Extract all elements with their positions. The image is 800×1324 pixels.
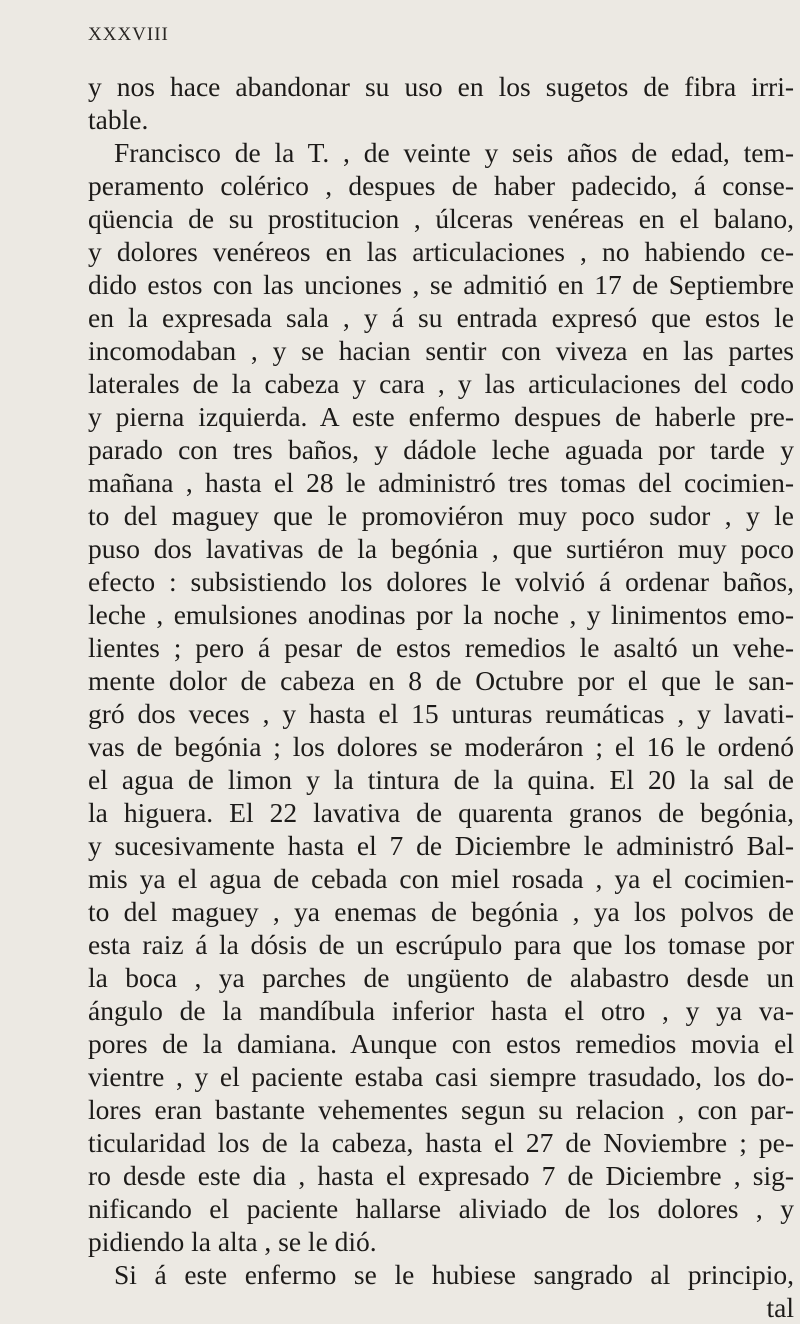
- text-line: pidiendo la alta , se le dió.: [88, 1226, 377, 1257]
- text-line: ángulo de la mandíbula inferior hasta el otro , y ya va-: [88, 995, 794, 1026]
- text-line: mente dolor de cabeza en 8 de Octubre por el que le san-: [88, 665, 794, 696]
- text-line: y nos hace abandonar su uso en los sugetos de fibra irri-: [88, 71, 794, 102]
- text-line: ticularidad los de la cabeza, hasta el 27 de Noviembre ; pe-: [88, 1127, 794, 1158]
- text-line: lores eran bastante vehementes segun su relacion , con par-: [88, 1094, 794, 1125]
- text-line: parado con tres baños, y dádole leche aguada por tarde y: [88, 434, 794, 465]
- text-line: y sucesivamente hasta el 7 de Diciembre le administró Bal-: [88, 830, 794, 861]
- text-line: to del maguey que le promoviéron muy poco sudor , y le: [88, 500, 794, 531]
- text-line: el agua de limon y la tintura de la quina. El 20 la sal de: [88, 764, 794, 795]
- text-line: mis ya el agua de cebada con miel rosada , ya el cocimien-: [88, 863, 794, 894]
- text-line: mañana , hasta el 28 le administró tres tomas del cocimien-: [88, 467, 794, 498]
- paragraph-first-line: Si á este enfermo se le hubiese sangrado al principio,: [114, 1259, 794, 1290]
- text-line: leche , emulsiones anodinas por la noche , y linimentos emo-: [88, 599, 794, 630]
- page-number-header: XXXVIII: [88, 24, 169, 45]
- text-line: vas de begónia ; los dolores se moderáron ; el 16 le ordenó: [88, 731, 794, 762]
- text-line: la higuera. El 22 lavativa de quarenta granos de begónia,: [88, 797, 794, 828]
- text-line: gró dos veces , y hasta el 15 unturas reumáticas , y lavati-: [88, 698, 794, 729]
- text-line: table.: [88, 104, 149, 135]
- text-line: incomodaban , y se hacian sentir con viveza en las partes: [88, 335, 794, 366]
- body-text: [88, 70, 794, 1324]
- text-line: y pierna izquierda. A este enfermo despues de haberle pre-: [88, 401, 794, 432]
- text-line: y dolores venéreos en las articulaciones , no habiendo ce-: [88, 236, 794, 267]
- paragraph-first-line: Francisco de la T. , de veinte y seis años de edad, tem-: [114, 137, 794, 168]
- text-line: puso dos lavativas de la begónia , que surtiéron muy poco: [88, 533, 794, 564]
- text-line: efecto : subsistiendo los dolores le volvió á ordenar baños,: [88, 566, 794, 597]
- text-line: dido estos con las unciones , se admitió en 17 de Septiembre: [88, 269, 794, 300]
- text-line: vientre , y el paciente estaba casi siempre trasudado, los do-: [88, 1061, 794, 1092]
- text-line: nificando el paciente hallarse aliviado de los dolores , y: [88, 1193, 794, 1224]
- text-line: qüencia de su prostitucion , úlceras venéreas en el balano,: [88, 203, 794, 234]
- text-line: to del maguey , ya enemas de begónia , ya los polvos de: [88, 896, 794, 927]
- text-line: esta raiz á la dósis de un escrúpulo para que los tomase por: [88, 929, 794, 960]
- text-line: laterales de la cabeza y cara , y las articulaciones del codo: [88, 368, 794, 399]
- text-line: en la expresada sala , y á su entrada expresó que estos le: [88, 302, 794, 333]
- text-line: ro desde este dia , hasta el expresado 7 de Diciembre , sig-: [88, 1160, 794, 1191]
- text-line: lientes ; pero á pesar de estos remedios le asaltó un vehe-: [88, 632, 794, 663]
- catchword: tal: [766, 1292, 794, 1323]
- text-line: pores de la damiana. Aunque con estos remedios movia el: [88, 1028, 794, 1059]
- text-line: peramento colérico , despues de haber padecido, á conse-: [88, 170, 794, 201]
- text-line: la boca , ya parches de ungüento de alabastro desde un: [88, 962, 794, 993]
